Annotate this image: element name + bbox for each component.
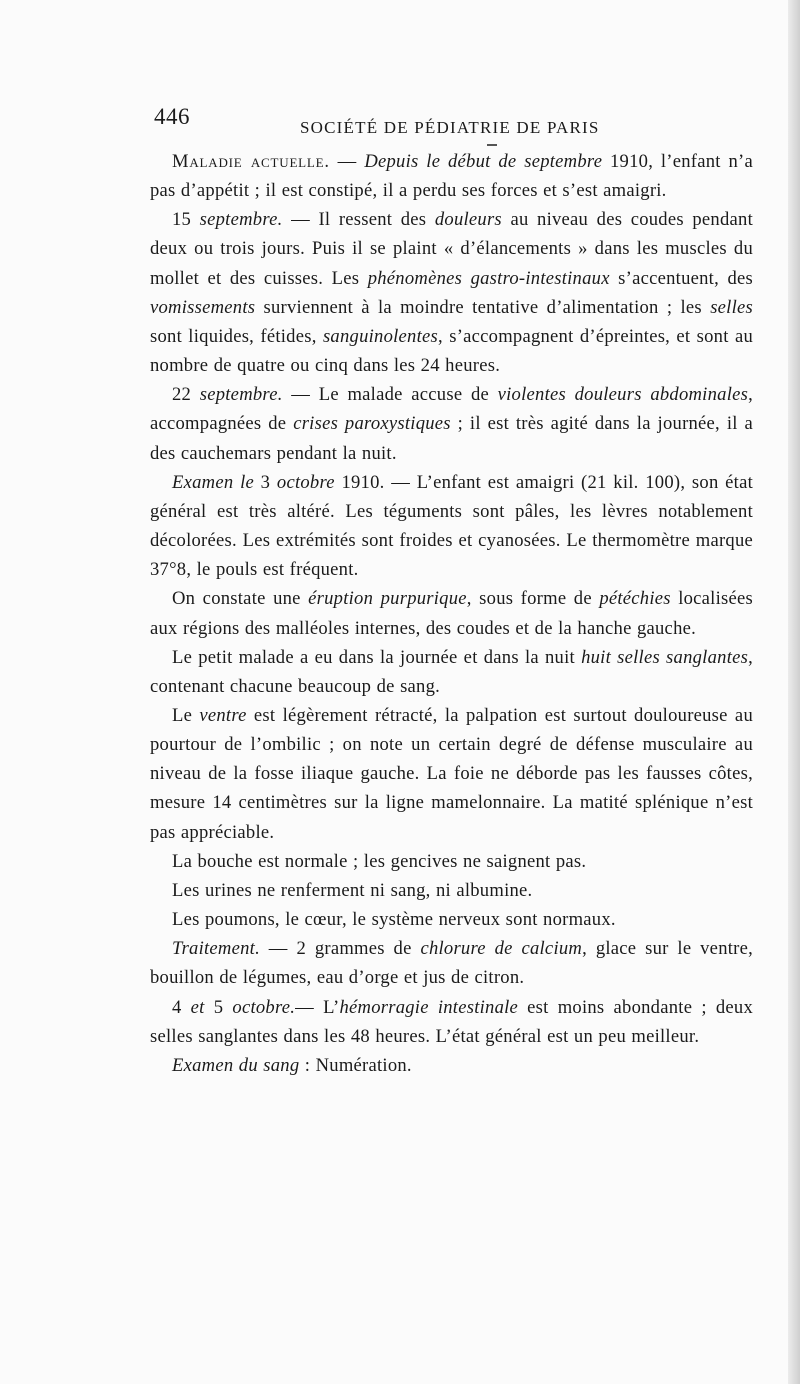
text-run: , contenant chacune beaucoup de sang.	[150, 646, 754, 697]
italic-run: et	[190, 996, 205, 1018]
text-run: , s’accompagnent d’épreintes, et sont au nombre de quatre ou cinq dans les 24 heures.	[150, 325, 753, 377]
italic-run: septembre.	[199, 384, 283, 406]
text-run: On constate une	[172, 588, 309, 610]
page-number: 446	[154, 104, 190, 129]
paragraph-15-septembre	[150, 205, 753, 380]
paragraph-examen	[150, 468, 753, 585]
article-body	[150, 147, 753, 1080]
text-run: s’accentuent, des	[609, 267, 753, 289]
text-run: — 2 grammes de	[259, 938, 421, 960]
text-run: Les urines ne renferment ni sang, ni albumine.	[172, 879, 533, 901]
text-run: 22	[172, 384, 200, 406]
italic-run: huit selles sanglantes	[581, 646, 749, 668]
section-label: Maladie actuelle.	[172, 151, 330, 172]
text-run: , glace sur le ventre, bouillon de légumes, eau d’orge et jus de citron.	[150, 938, 753, 989]
text-run: est légèrement rétracté, la palpation est surtout douloureuse au pourtour de l’ombilic ; on note un certain degré de défense musculaire au niveau de la fosse iliaque gauche. La foie ne déborde pas les fausses côtes, mesure 14 centimètres sur la ligne mamelonnaire. La matité splénique n’est pas appréciable.	[150, 704, 753, 843]
text-run: 15	[172, 209, 200, 231]
italic-run: sanguinolentes	[322, 325, 438, 347]
text-run: , sous forme de	[466, 588, 600, 610]
italic-run: octobre	[276, 471, 335, 493]
text-run: —	[329, 151, 365, 172]
header-mark	[487, 144, 497, 146]
text-run: sont liquides, fétides,	[150, 325, 323, 347]
italic-run: pétéchies	[599, 588, 671, 610]
italic-run: hémorragie intestinale	[339, 996, 519, 1018]
paragraph-selles-sanglantes	[150, 643, 753, 701]
text-run: 4	[172, 996, 191, 1018]
paragraph-maladie-actuelle	[150, 147, 753, 205]
text-run: 5	[204, 996, 233, 1018]
italic-run: violentes douleurs abdominales	[497, 384, 749, 406]
text-run: Le	[172, 704, 200, 726]
italic-run: ventre	[199, 704, 247, 726]
text-run: 3	[254, 471, 277, 493]
text-run: — L’	[295, 996, 340, 1018]
running-title: SOCIÉTÉ DE PÉDIATRIE DE PARIS	[300, 118, 600, 137]
paragraph-eruption	[150, 584, 753, 642]
paragraph-poumons	[150, 905, 753, 934]
paragraph-traitement	[150, 934, 753, 992]
text-run: , accompagnées de	[150, 384, 753, 435]
italic-run: vomissements	[150, 296, 256, 318]
text-run: La bouche est normale ; les gencives ne saignent pas.	[172, 850, 587, 872]
text-run: Le petit malade a eu dans la journée et dans la nuit	[172, 646, 582, 668]
italic-run: crises paroxystiques	[293, 413, 451, 435]
italic-run: selles	[710, 296, 753, 318]
italic-run: chlorure de calcium	[420, 938, 583, 960]
paragraph-bouche	[150, 847, 753, 876]
italic-run: Examen du sang	[172, 1054, 300, 1076]
text-run: surviennent à la moindre tentative d’alimentation ; les	[255, 296, 711, 318]
paragraph-4-5-octobre	[150, 993, 753, 1051]
paragraph-urines	[150, 876, 753, 905]
text-run: ; il est très agité dans la journée, il a des cauchemars pendant la nuit.	[150, 413, 754, 464]
page-edge-shadow	[788, 0, 800, 1384]
text-run: 1910. — L’enfant est amaigri (21 kil. 100), son état général est très altéré. Les téguments sont pâles, les lèvres notablement décolorées. Les extrémités sont froides et cyanosées. Le thermomètre marque 37°8, le pouls est fréquent.	[150, 471, 754, 581]
italic-run: phénomènes gastro-intestinaux	[367, 267, 610, 289]
italic-run: Examen le	[172, 471, 254, 493]
text-run: — Il ressent des	[282, 209, 435, 231]
italic-run: éruption purpurique	[308, 588, 467, 610]
text-run: localisées aux régions des malléoles internes, des coudes et de la hanche gauche.	[150, 588, 753, 639]
paragraph-examen-sang	[150, 1051, 753, 1080]
text-run: 1910, l’enfant n’a pas d’appétit ; il est constipé, il a perdu ses forces et s’est amaigri.	[150, 151, 753, 202]
italic-run: douleurs	[434, 209, 502, 231]
text-run: : Numération.	[299, 1054, 412, 1076]
text-run: Les poumons, le cœur, le système nerveux sont normaux.	[172, 909, 616, 931]
paragraph-22-septembre	[150, 380, 753, 467]
text-run: est moins abondante ; deux selles sanglantes dans les 48 heures. L’état général est un peu meilleur.	[150, 996, 753, 1047]
italic-run: octobre.	[232, 996, 296, 1018]
paragraph-ventre	[150, 701, 753, 847]
italic-run: Depuis le début de septembre	[364, 151, 603, 172]
text-run: — Le malade accuse de	[282, 384, 498, 406]
text-run: au niveau des coudes pendant deux ou trois jours. Puis il se plaint « d’élancements » dans les muscles du mollet et des cuisses. Les	[150, 209, 753, 289]
italic-run: septembre.	[199, 209, 283, 231]
italic-run: Traitement.	[172, 938, 260, 960]
